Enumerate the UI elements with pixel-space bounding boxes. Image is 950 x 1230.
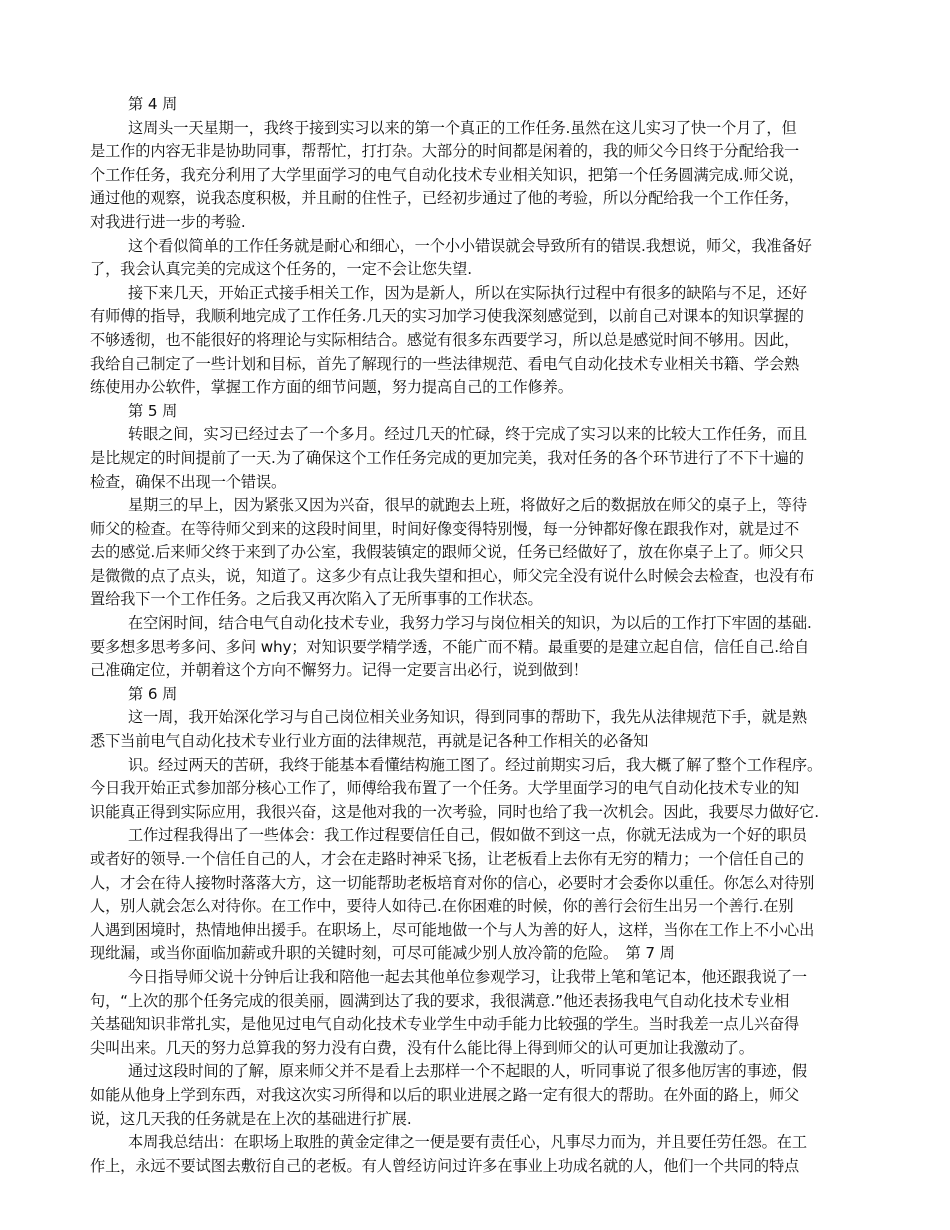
text-line: 是工作的内容无非是协助同事，帮帮忙，打打杂。大部分的时间都是闲着的，我的师父今日终于分配给我一: [90, 142, 800, 161]
text-line: 了，我会认真完美的完成这个任务的，一定不会让您失望.: [90, 260, 472, 279]
text-line: 通过这段时间的了解，原来师父并不是看上去那样一个不起眼的人，听同事说了很多他厉害的事迹，假: [128, 1062, 807, 1081]
text-line: 工作过程我得出了一些体会：我工作过程要信任自己，假如做不到这一点，你就无法成为一个好的职员: [128, 826, 807, 845]
text-line: 去的感觉.后来师父终于来到了办公室，我假装镇定的跟师父说，任务已经做好了，放在你桌子上了。师父只: [90, 543, 804, 562]
text-line: 接下来几天，开始正式接手相关工作，因为是新人，所以在实际执行过程中有很多的缺陷与不足，还好: [128, 283, 807, 302]
text-line: 第 5 周: [128, 401, 178, 420]
text-line: 转眼之间，实习已经过去了一个多月。经过几天的忙碌，终于完成了实习以来的比较大工作任务，而且: [128, 425, 807, 444]
text-line: 这一周，我开始深化学习与自己岗位相关业务知识，得到同事的帮助下，我先从法律规范下手，就是熟: [128, 708, 807, 727]
text-line: 本周我总结出：在职场上取胜的黄金定律之一便是要有责任心，凡事尽力而为，并且要任劳任怨。在工: [128, 1133, 807, 1152]
text-line: 作上，永远不要试图去敷衍自己的老板。有人曾经访问过许多在事业上功成名就的人，他们一个共同的特点: [90, 1156, 800, 1175]
text-line: 这周头一天星期一，我终于接到实习以来的第一个真正的工作任务.虽然在这儿实习了快一个月了，但: [128, 118, 797, 137]
text-line: 人，才会在待人接物时落落大方，这一切能帮助老板培育对你的信心，必要时才会委你以重任。你怎么对待别: [90, 873, 815, 892]
text-line: 检查，确保不出现一个错误。: [90, 472, 287, 491]
text-line: 关基础知识非常扎实，是他见过电气自动化技术专业学生中动手能力比较强的学生。当时我差一点儿兴奋得: [90, 1015, 800, 1034]
text-line: 说，这几天我的任务就是在上次的基础进行扩展.: [90, 1109, 412, 1128]
text-line: 今日指导师父说十分钟后让我和陪他一起去其他单位参观学习，让我带上笔和笔记本，他还跟我说了一: [128, 967, 807, 986]
text-line: 现纰漏，或当你面临加薪或升职的关键时刻，可尽可能减少别人放冷箭的危险。 第 7 周: [90, 944, 675, 963]
text-line: 或者好的领导.一个信任自己的人，才会在走路时神采飞扬，让老板看上去你有无穷的精力；一个信任自己的: [90, 850, 804, 868]
text-line: 句，“上次的那个任务完成的很美丽，圆满到达了我的要求，我很满意.”他还表扬我电气自动化技术专业相: [90, 991, 790, 1010]
text-line: 在空闲时间，结合电气自动化技术专业，我努力学习与岗位相关的知识，为以后的工作打下牢固的基础.: [128, 614, 812, 633]
text-line: 识能真正得到实际应用，我很兴奋，这是他对我的一次考验，同时也给了我一次机会。因此，我要尽力做好它.: [90, 802, 819, 821]
text-line: 是微微的点了点头，说，知道了。这多少有点让我失望和担心，师父完全没有说什么时候会去检查，也没有布: [90, 566, 815, 585]
text-line: 人遇到困境时，热情地伸出援手。在职场上，尽可能地做一个与人为善的好人，这样，当你在工作上不小心出: [90, 920, 815, 939]
text-line: 练使用办公软件，掌握工作方面的细节问题，努力提高自己的工作修养。: [90, 378, 573, 397]
text-line: 人，别人就会怎么对待你。在工作中，要待人如待己.在你困难的时候，你的善行会衍生出另一个善行.在别: [90, 897, 794, 916]
text-line: 师父的检查。在等待师父到来的这段时间里，时间好像变得特别慢，每一分钟都好像在跟我作对，就是过不: [90, 519, 800, 538]
text-line: 置给我下一个工作任务。之后我又再次陷入了无所事事的工作状态。: [90, 590, 543, 609]
text-line: 对我进行进一步的考验.: [90, 212, 246, 231]
text-line: 今日我开始正式参加部分核心工作了，师傅给我布置了一个任务。大学里面学习的电气自动化技术专业的知: [90, 779, 800, 798]
text-line: 第 4 周: [128, 95, 178, 113]
text-line: 己准确定位，并朝着这个方向不懈努力。记得一定要言出必行，说到做到！: [90, 661, 588, 680]
text-line: 有师傅的指导，我顺利地完成了工作任务.几天的实习加学习使我深刻感觉到，以前自己对课本的知识掌握的: [90, 307, 804, 326]
text-line: 不够透彻，也不能很好的将理论与实际相结合。感觉有很多东西要学习，所以总是感觉时间不够用。因此，: [90, 330, 800, 349]
text-line: 识。经过两天的苦研，我终于能基本看懂结构施工图了。经过前期实习后，我大概了解了整个工作程序。: [128, 755, 823, 774]
text-line: 通过他的观察，说我态度积极，并且耐的住性子，已经初步通过了他的考验，所以分配给我一个工作任务，: [90, 189, 800, 208]
text-line: 我给自己制定了一些计划和目标，首先了解现行的一些法律规范、看电气自动化技术专业相关书籍、学会熟: [90, 354, 800, 373]
text-line: 第 6 周: [128, 684, 178, 703]
text-line: 要多想多思考多问、多问 why；对知识要学精学透，不能广而不精。最重要的是建立起自信，信任自己.给自: [90, 637, 810, 656]
text-line: 是比规定的时间提前了一天.为了确保这个工作任务完成的更加完美，我对任务的各个环节进行了不下十遍的: [90, 448, 804, 467]
text-line: 尖叫出来。几天的努力总算我的努力没有白费，没有什么能比得上得到师父的认可更加让我激动了。: [90, 1038, 754, 1057]
text-line: 个工作任务，我充分利用了大学里面学习的电气自动化技术专业相关知识，把第一个任务圆满完成.师父说，: [90, 165, 804, 184]
text-line: 如能从他身上学到东西，对我这次实习所得和以后的职业进展之路一定有很大的帮助。在外面的路上，师父: [90, 1085, 800, 1104]
text-line: 星期三的早上，因为紧张又因为兴奋，很早的就跑去上班，将做好之后的数据放在师父的桌子上，等待: [128, 496, 807, 515]
text-line: 这个看似简单的工作任务就是耐心和细心，一个小小错误就会导致所有的错误.我想说，师父，我准备好: [128, 236, 812, 255]
document-body: [90, 93, 870, 1178]
text-line: 悉下当前电气自动化技术专业行业方面的法律规范，再就是记各种工作相关的必备知: [90, 732, 649, 751]
